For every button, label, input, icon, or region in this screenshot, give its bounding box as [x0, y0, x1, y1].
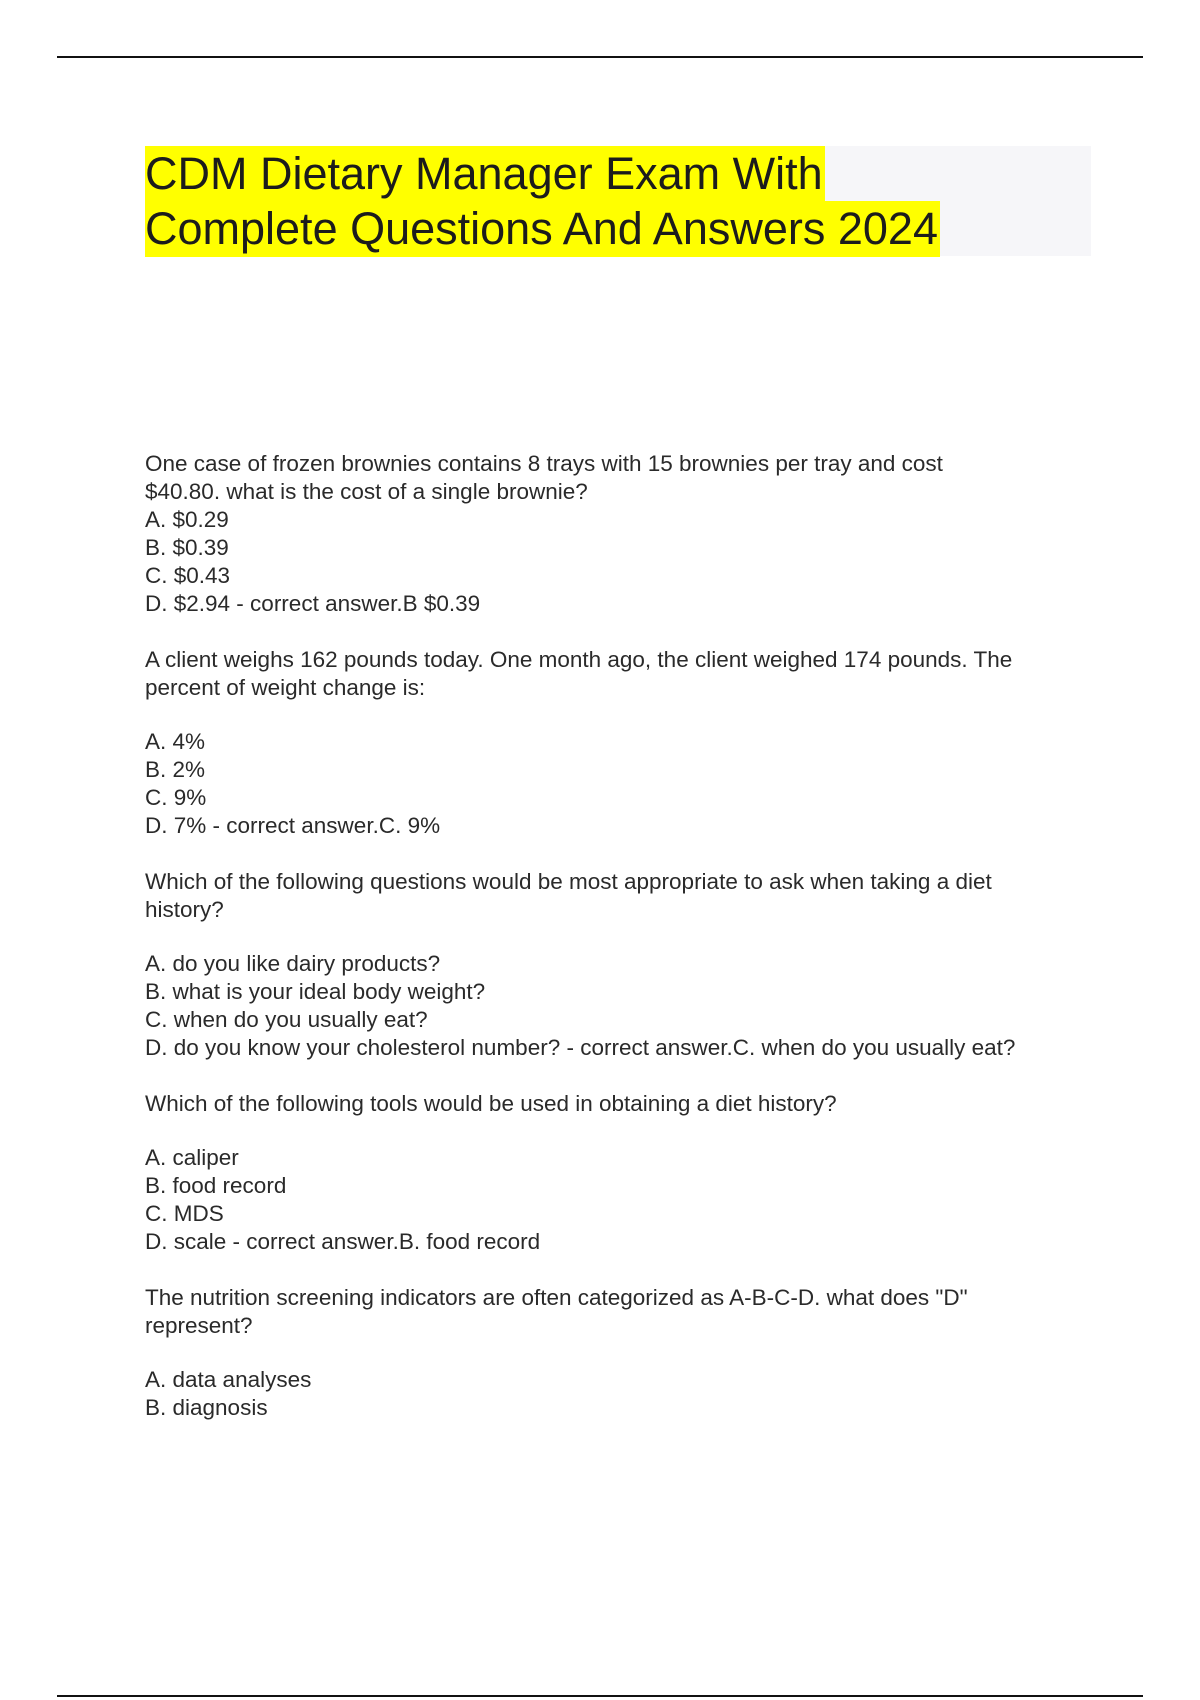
- document-title: [145, 146, 1091, 256]
- question-3: [145, 868, 1095, 1062]
- question-stem: The nutrition screening indicators are often categorized as A-B-C-D. what does "D": [145, 1285, 968, 1310]
- question-stem: percent of weight change is:: [145, 675, 426, 700]
- answer-option: B. food record: [145, 1173, 287, 1198]
- question-4: [145, 1090, 1095, 1256]
- spacer: [145, 1118, 1095, 1144]
- answer-option: A. caliper: [145, 1145, 239, 1170]
- answer-option: C. when do you usually eat?: [145, 1007, 428, 1032]
- answer-option-with-correct-answer: D. $2.94 - correct answer.B $0.39: [145, 591, 481, 616]
- answer-option: A. do you like dairy products?: [145, 951, 441, 976]
- answer-option: B. diagnosis: [145, 1395, 268, 1420]
- bottom-rule: [57, 1695, 1143, 1697]
- answer-option: A. 4%: [145, 729, 206, 754]
- question-5: [145, 1284, 1095, 1422]
- spacer: [145, 702, 1095, 728]
- question-stem: represent?: [145, 1313, 253, 1338]
- question-stem: Which of the following tools would be used in obtaining a diet history?: [145, 1091, 837, 1116]
- answer-option: C. 9%: [145, 785, 207, 810]
- answer-option: B. $0.39: [145, 535, 229, 560]
- answer-option-with-correct-answer: D. 7% - correct answer.C. 9%: [145, 813, 441, 838]
- question-stem: A client weighs 162 pounds today. One month ago, the client weighed 174 pounds. The: [145, 647, 1013, 672]
- top-rule: [57, 56, 1143, 58]
- question-stem: Which of the following questions would be most appropriate to ask when taking a diet: [145, 869, 992, 894]
- question-stem: history?: [145, 897, 224, 922]
- question-2: [145, 646, 1095, 840]
- answer-option: C. $0.43: [145, 563, 231, 588]
- title-line-2: Complete Questions And Answers 2024: [145, 201, 940, 257]
- question-stem: One case of frozen brownies contains 8 trays with 15 brownies per tray and cost: [145, 451, 943, 476]
- question-list: [145, 450, 1095, 1450]
- spacer: [145, 1340, 1095, 1366]
- answer-option: A. $0.29: [145, 507, 229, 532]
- answer-option: B. 2%: [145, 757, 206, 782]
- answer-option: A. data analyses: [145, 1367, 312, 1392]
- question-1: [145, 450, 1095, 618]
- answer-option-with-correct-answer: D. do you know your cholesterol number? - correct answer.C. when do you usually eat?: [145, 1035, 1016, 1060]
- answer-option: B. what is your ideal body weight?: [145, 979, 486, 1004]
- title-line-1: CDM Dietary Manager Exam With: [145, 146, 825, 202]
- answer-option: C. MDS: [145, 1201, 224, 1226]
- answer-option-with-correct-answer: D. scale - correct answer.B. food record: [145, 1229, 541, 1254]
- question-stem: $40.80. what is the cost of a single brownie?: [145, 479, 588, 504]
- spacer: [145, 924, 1095, 950]
